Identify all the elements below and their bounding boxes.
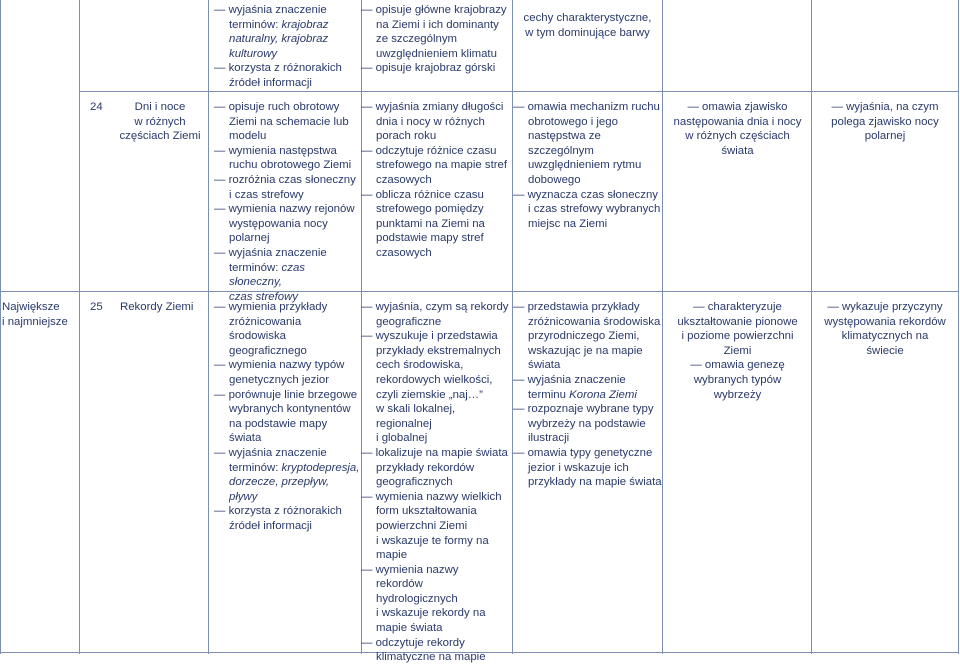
requirement-text: terminów: bbox=[229, 461, 282, 474]
requirement-continuation-line bbox=[214, 461, 360, 476]
requirement-bullet-line bbox=[361, 446, 512, 461]
requirement-continuation-line bbox=[513, 431, 662, 446]
requirement-text: zróżnicowania środowiska bbox=[528, 315, 661, 328]
requirement-continuation-line bbox=[513, 461, 662, 476]
requirement-continuation-line bbox=[214, 76, 360, 91]
requirement-term: naturalny, krajobraz bbox=[229, 33, 329, 46]
requirement-text: opisuje główne krajobrazy bbox=[375, 4, 507, 16]
requirement-continuation-line bbox=[513, 417, 662, 432]
requirement-text: wyjaśnia znaczenie bbox=[228, 4, 327, 16]
requirement-continuation-line bbox=[361, 534, 512, 549]
requirement-text: występowania nocy bbox=[229, 217, 328, 230]
requirement-continuation-line bbox=[513, 115, 662, 130]
requirement-text: wymienia nazwy typów bbox=[228, 359, 345, 372]
row25-col7 bbox=[812, 300, 958, 358]
requirement-text: przedstawia przykłady bbox=[527, 301, 640, 313]
requirement-continuation-line bbox=[664, 315, 811, 330]
requirement-bullet-line bbox=[214, 3, 360, 18]
requirement-bullet-line bbox=[664, 300, 811, 315]
requirement-continuation-line bbox=[361, 606, 512, 621]
requirement-text: zróżnicowania środowiska bbox=[229, 315, 302, 343]
requirement-text: przykłady rekordów bbox=[376, 461, 475, 474]
requirement-text: podstawie mapy stref bbox=[376, 232, 484, 245]
requirement-text: wyjaśnia, na czym bbox=[846, 101, 939, 113]
requirement-text: i poziome powierzchni bbox=[681, 330, 794, 343]
requirement-text: porównuje linie brzegowe bbox=[228, 388, 358, 401]
requirement-bullet-line bbox=[214, 61, 360, 76]
requirement-continuation-line bbox=[361, 504, 512, 519]
requirement-text: ruchu obrotowego Ziemi bbox=[229, 159, 352, 172]
requirement-text: źródeł informacji bbox=[229, 519, 312, 532]
requirement-bullet-line bbox=[214, 173, 360, 188]
requirement-text: na Ziemi i ich dominanty bbox=[376, 18, 499, 31]
requirement-bullet-line bbox=[361, 329, 512, 344]
requirement-text: opisuje krajobraz górski bbox=[375, 62, 496, 75]
requirement-text: i wskazuje te formy na bbox=[376, 534, 489, 547]
requirement-bullet-line bbox=[214, 446, 360, 461]
requirement-continuation-line bbox=[214, 231, 360, 246]
requirement-continuation-line bbox=[513, 315, 662, 330]
requirement-text: wymienia następstwa bbox=[228, 144, 337, 157]
requirement-bullet-line bbox=[214, 144, 360, 159]
requirement-continuation-line bbox=[214, 315, 360, 344]
requirement-term: kryptodepresja, bbox=[281, 461, 360, 474]
requirement-continuation-line bbox=[361, 621, 512, 636]
requirement-text: terminów: bbox=[229, 261, 282, 274]
requirement-continuation-line bbox=[513, 202, 662, 217]
requirement-continuation-line bbox=[513, 388, 662, 403]
requirement-text: źródeł informacji bbox=[229, 76, 312, 89]
lesson-topic bbox=[113, 100, 207, 144]
lesson-topic-line: w różnych bbox=[134, 115, 186, 128]
requirement-bullet-line bbox=[361, 563, 512, 578]
requirement-continuation-line bbox=[664, 115, 811, 130]
requirement-text: ilustracji bbox=[528, 432, 570, 445]
requirement-bullet-line bbox=[361, 144, 511, 159]
requirement-text: wybranych typów bbox=[693, 373, 782, 386]
requirement-text: i czas strefowy wybranych bbox=[528, 203, 661, 216]
requirement-continuation-line bbox=[214, 373, 360, 388]
requirement-continuation-line bbox=[361, 431, 512, 446]
requirement-continuation-line bbox=[361, 315, 512, 330]
requirement-continuation-line bbox=[361, 461, 512, 476]
requirement-text: ukształtowanie pionowe bbox=[677, 315, 798, 328]
requirement-text: szczególnym bbox=[528, 144, 594, 157]
requirement-text: terminów: bbox=[229, 18, 282, 31]
requirement-text: rozpoznaje wybrane typy bbox=[527, 403, 654, 416]
requirement-text: świata bbox=[528, 359, 561, 372]
top-row-col3 bbox=[214, 3, 360, 91]
requirement-text: dobowego bbox=[528, 173, 581, 186]
requirement-continuation-line bbox=[513, 26, 662, 41]
requirement-text: wyjaśnia zmiany długości bbox=[375, 101, 504, 113]
requirement-continuation-line bbox=[664, 144, 811, 159]
requirement-continuation-line bbox=[513, 475, 662, 490]
requirement-continuation-line bbox=[812, 315, 958, 330]
requirement-bullet-line bbox=[361, 300, 512, 315]
requirement-text: rekordów bbox=[376, 578, 423, 591]
requirement-text: w różnych częściach bbox=[685, 130, 790, 143]
requirement-bullet-line bbox=[361, 636, 512, 651]
lesson-number-text: 24 bbox=[90, 101, 103, 113]
requirement-continuation-line bbox=[513, 358, 662, 373]
requirement-continuation-line bbox=[812, 115, 958, 130]
requirement-text: cechy charakterystyczne, bbox=[523, 12, 652, 24]
requirement-bullet-line bbox=[214, 246, 360, 261]
requirement-text: jezior i wskazuje ich bbox=[528, 461, 629, 474]
requirement-continuation-line bbox=[812, 329, 958, 344]
lesson-number bbox=[90, 300, 116, 315]
requirement-continuation-line bbox=[361, 47, 511, 62]
requirement-continuation-line bbox=[361, 344, 512, 359]
requirement-bullet-line bbox=[513, 402, 662, 417]
requirement-text: dnia i nocy w różnych bbox=[376, 115, 485, 128]
requirement-text: wyjaśnia znaczenie bbox=[527, 373, 626, 386]
requirement-continuation-line bbox=[361, 577, 512, 592]
requirement-text: powierzchni Ziemi bbox=[376, 519, 468, 532]
requirement-bullet-line bbox=[214, 100, 360, 115]
requirement-text: punktami na Ziemi na bbox=[376, 217, 485, 230]
requirement-bullet-line bbox=[214, 300, 360, 315]
requirement-text: korzysta z różnorakich bbox=[228, 505, 342, 518]
requirement-bullet-line bbox=[812, 100, 958, 115]
requirement-continuation-line bbox=[664, 373, 811, 388]
requirement-continuation-line bbox=[214, 402, 360, 417]
requirement-text: uwzględnieniem klimatu bbox=[376, 47, 497, 60]
top-row-col5 bbox=[513, 11, 662, 40]
table-border bbox=[79, 0, 80, 654]
lesson-topic-line: Dni i noce bbox=[134, 101, 186, 113]
requirement-text: czyli ziemskie „naj…” bbox=[376, 388, 483, 401]
requirement-text: terminu bbox=[528, 388, 570, 401]
row24-col3 bbox=[214, 100, 360, 304]
requirement-text: wybrzeży na podstawie bbox=[528, 417, 646, 430]
requirement-term: krajobraz bbox=[281, 18, 329, 31]
requirement-continuation-line bbox=[214, 519, 360, 534]
requirement-continuation-line bbox=[812, 344, 958, 359]
requirement-text: geograficznego bbox=[229, 344, 307, 357]
requirement-text: omawia genezę bbox=[704, 359, 785, 372]
requirement-continuation-line bbox=[361, 358, 512, 373]
requirement-continuation-line bbox=[664, 329, 811, 344]
requirement-continuation-line bbox=[361, 402, 512, 431]
table-border bbox=[79, 91, 959, 92]
requirement-text: miejsc na Ziemi bbox=[528, 217, 608, 230]
requirement-text: wybranych kontynentów bbox=[229, 403, 351, 416]
requirement-bullet-line bbox=[664, 100, 811, 115]
requirement-text: modelu bbox=[229, 130, 267, 143]
requirement-text: polarnej bbox=[229, 232, 270, 245]
requirement-text: wymienia nazwy wielkich bbox=[375, 490, 502, 503]
requirement-text: strefowego na mapie stref bbox=[376, 159, 508, 172]
requirement-continuation-line bbox=[664, 129, 811, 144]
requirement-text: przykłady na mapie świata bbox=[528, 476, 662, 489]
requirement-bullet-line bbox=[214, 504, 360, 519]
requirement-text: ze szczególnym bbox=[376, 33, 458, 46]
requirement-continuation-line bbox=[361, 373, 512, 388]
requirement-text: obrotowego i jego bbox=[528, 115, 618, 128]
requirement-bullet-line bbox=[513, 300, 662, 315]
requirement-continuation-line bbox=[361, 217, 511, 232]
requirement-bullet-line bbox=[214, 388, 360, 403]
row24-col5 bbox=[513, 100, 662, 231]
row25-col4 bbox=[361, 300, 512, 665]
requirement-term: kulturowy bbox=[229, 47, 278, 60]
lesson-topic-line: częściach Ziemi bbox=[119, 130, 201, 143]
requirement-text: Ziemi na schemacie lub bbox=[229, 115, 349, 128]
requirement-text: korzysta z różnorakich bbox=[228, 62, 342, 75]
row24-col4 bbox=[361, 100, 511, 261]
requirement-term: czas słoneczny, bbox=[229, 261, 305, 289]
requirement-text: czasowych bbox=[376, 173, 432, 186]
requirement-bullet-line bbox=[361, 490, 512, 505]
row25-col5 bbox=[513, 300, 662, 490]
requirement-text: występowania rekordów bbox=[824, 315, 946, 328]
requirement-bullet-line bbox=[513, 100, 662, 115]
requirement-continuation-line bbox=[214, 18, 360, 33]
requirement-text: i wskazuje rekordy na bbox=[376, 607, 486, 620]
requirement-continuation-line bbox=[361, 246, 511, 261]
requirement-text: i czas strefowy bbox=[229, 188, 304, 201]
requirement-bullet-line bbox=[812, 300, 958, 315]
requirement-text: opisuje ruch obrotowy bbox=[228, 101, 340, 113]
requirement-text: rozróżnia czas słoneczny bbox=[228, 173, 356, 186]
requirement-text: na podstawie mapy bbox=[229, 417, 328, 430]
requirement-text: świata bbox=[721, 144, 754, 157]
requirement-bullet-line bbox=[361, 3, 511, 18]
requirement-text: i globalnej bbox=[376, 432, 428, 445]
requirement-text: wykazuje przyczyny bbox=[841, 301, 943, 313]
requirement-continuation-line bbox=[361, 202, 511, 217]
requirement-bullet-line bbox=[361, 100, 511, 115]
table-border bbox=[208, 0, 209, 654]
requirement-continuation-line bbox=[214, 217, 360, 232]
requirement-text: wybrzeży bbox=[713, 388, 762, 401]
requirement-continuation-line bbox=[361, 173, 511, 188]
requirement-text: odczytuje rekordy bbox=[375, 636, 465, 649]
requirement-continuation-line bbox=[214, 417, 360, 432]
requirement-continuation-line bbox=[664, 344, 811, 359]
requirement-continuation-line bbox=[214, 47, 360, 62]
requirement-bullet-line bbox=[664, 358, 811, 373]
requirement-bullet-line bbox=[214, 202, 360, 217]
requirement-text: mapie bbox=[376, 549, 408, 562]
requirement-text: następowania dnia i nocy bbox=[673, 115, 802, 128]
requirement-text: cech środowiska, bbox=[376, 359, 464, 372]
requirement-continuation-line bbox=[513, 173, 662, 188]
requirement-text: czasowych bbox=[376, 246, 432, 259]
table-border bbox=[958, 0, 959, 654]
requirement-text: hydrologicznych bbox=[376, 592, 458, 605]
requirement-continuation-line bbox=[214, 431, 360, 446]
requirement-text: wyjaśnia znaczenie bbox=[228, 246, 327, 259]
requirement-continuation-line bbox=[513, 144, 662, 159]
requirement-text: porach roku bbox=[376, 130, 437, 143]
requirement-text: uwzględnieniem rytmu bbox=[528, 159, 642, 172]
requirement-continuation-line bbox=[513, 329, 662, 344]
requirement-term: Korona Ziemi bbox=[569, 388, 637, 401]
requirement-text: mapie świata bbox=[376, 622, 443, 635]
requirement-text: następstwa ze bbox=[528, 130, 601, 143]
row24-col6 bbox=[664, 100, 811, 158]
requirement-text: Ziemi bbox=[723, 344, 752, 357]
requirement-text: przykłady ekstremalnych bbox=[376, 344, 501, 357]
row24-col7 bbox=[812, 100, 958, 144]
requirement-continuation-line bbox=[361, 388, 512, 403]
lesson-topic-line: Rekordy Ziemi bbox=[120, 301, 194, 313]
requirement-bullet-line bbox=[361, 188, 511, 203]
requirement-continuation-line bbox=[214, 158, 360, 173]
requirement-continuation-line bbox=[361, 650, 512, 665]
requirement-term: czas strefowy bbox=[229, 290, 298, 303]
requirement-text: genetycznych jezior bbox=[229, 373, 330, 386]
requirement-continuation-line bbox=[214, 261, 360, 290]
requirement-text: w tym dominujące barwy bbox=[525, 26, 650, 39]
requirement-continuation-line bbox=[361, 32, 511, 47]
requirement-bullet-line bbox=[513, 188, 662, 203]
requirement-continuation-line bbox=[361, 475, 512, 490]
requirement-continuation-line bbox=[214, 344, 360, 359]
requirement-text: charakteryzuje bbox=[707, 301, 782, 313]
section-name bbox=[2, 300, 78, 329]
requirement-text: wymienia nazwy bbox=[375, 563, 459, 576]
requirement-text: odczytuje różnice czasu bbox=[375, 144, 497, 157]
requirement-continuation-line bbox=[361, 129, 511, 144]
requirement-text: w skali lokalnej, regionalnej bbox=[376, 403, 456, 430]
requirement-continuation-line bbox=[361, 18, 511, 33]
requirement-text: omawia mechanizm ruchu bbox=[527, 101, 660, 113]
requirement-continuation-line bbox=[361, 519, 512, 534]
table-border bbox=[0, 291, 959, 292]
section-name-line: i najmniejsze bbox=[2, 315, 68, 328]
requirement-text: omawia typy genetyczne bbox=[527, 446, 653, 459]
requirement-bullet-line bbox=[361, 61, 511, 76]
requirement-continuation-line bbox=[513, 158, 662, 173]
row25-col6 bbox=[664, 300, 811, 402]
top-row-col4 bbox=[361, 3, 511, 76]
requirement-text: form ukształtowania bbox=[376, 505, 477, 518]
requirement-text: rekordowych wielkości, bbox=[376, 373, 493, 386]
requirement-continuation-line bbox=[214, 32, 360, 47]
requirement-continuation-line bbox=[513, 129, 662, 144]
requirement-text: świata bbox=[229, 432, 262, 445]
requirement-text: polega zjawisko nocy bbox=[831, 115, 939, 128]
requirement-text: strefowego pomiędzy bbox=[376, 203, 484, 216]
requirement-continuation-line bbox=[513, 217, 662, 232]
requirement-continuation-line bbox=[513, 11, 662, 26]
lesson-number-text: 25 bbox=[90, 301, 103, 313]
requirement-continuation-line bbox=[361, 231, 511, 246]
requirement-text: omawia zjawisko bbox=[702, 101, 788, 113]
requirement-text: geograficzne bbox=[376, 315, 442, 328]
requirement-text: wskazując je na mapie bbox=[528, 344, 643, 357]
requirement-continuation-line bbox=[214, 129, 360, 144]
requirement-continuation-line bbox=[361, 158, 511, 173]
requirement-term: dorzecze, przepływ, pływy bbox=[229, 476, 330, 503]
requirement-continuation-line bbox=[214, 475, 360, 504]
requirement-continuation-line bbox=[513, 344, 662, 359]
requirement-continuation-line bbox=[361, 548, 512, 563]
table-border bbox=[662, 0, 663, 654]
requirement-text: oblicza różnice czasu bbox=[375, 188, 484, 201]
requirement-text: wyszukuje i przedstawia bbox=[375, 330, 498, 343]
requirement-text: wymienia nazwy rejonów bbox=[228, 203, 355, 216]
requirement-text: klimatyczne na mapie bbox=[376, 651, 486, 664]
lesson-topic bbox=[120, 300, 207, 315]
requirement-text: lokalizuje na mapie świata bbox=[375, 446, 508, 459]
requirement-text: klimatycznych na bbox=[841, 330, 929, 343]
requirement-continuation-line bbox=[214, 115, 360, 130]
requirement-bullet-line bbox=[513, 373, 662, 388]
requirement-continuation-line bbox=[812, 129, 958, 144]
requirement-text: wyjaśnia, czym są rekordy bbox=[375, 301, 509, 313]
requirement-bullet-line bbox=[513, 446, 662, 461]
table-border bbox=[0, 0, 1, 654]
requirement-bullet-line bbox=[214, 358, 360, 373]
requirement-text: przyrodniczego Ziemi, bbox=[528, 330, 640, 343]
requirement-text: polarnej bbox=[864, 130, 906, 143]
row25-col3 bbox=[214, 300, 360, 534]
requirement-text: wyjaśnia znaczenie bbox=[228, 446, 327, 459]
requirement-text: geograficznych bbox=[376, 476, 453, 489]
requirement-text: wyznacza czas słoneczny bbox=[527, 188, 658, 201]
requirement-text: wymienia przykłady bbox=[228, 301, 328, 313]
requirement-continuation-line bbox=[361, 115, 511, 130]
requirement-continuation-line bbox=[361, 592, 512, 607]
requirement-continuation-line bbox=[664, 388, 811, 403]
requirement-text: świecie bbox=[866, 344, 904, 357]
section-name-line: Największe bbox=[2, 301, 60, 313]
requirement-continuation-line bbox=[214, 188, 360, 203]
